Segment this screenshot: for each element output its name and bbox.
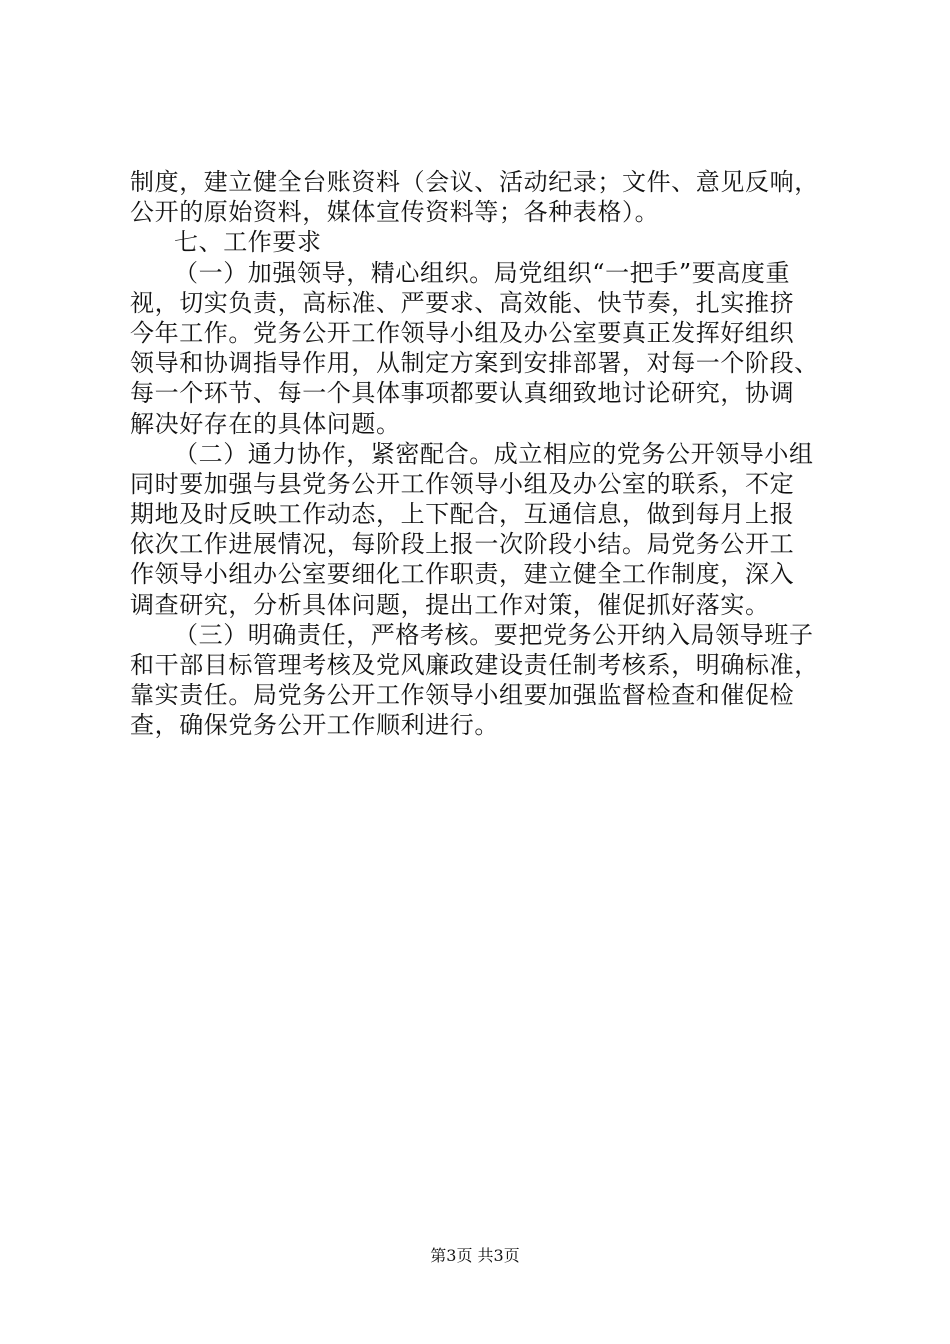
text-line: 视，切实负责，高标准、严要求、高效能、快节奏，扎实推挤 <box>130 288 795 317</box>
section-heading: 七、工作要求 <box>174 228 322 257</box>
text-line: 靠实责任。局党务公开工作领导小组要加强监督检查和催促检 <box>130 681 795 710</box>
text-line: 调查研究，分析具体问题，提出工作对策，催促抓好落实。 <box>130 590 770 619</box>
paragraph-1-first-line: （一）加强领导，精心组织。局党组织“一把手”要高度重 <box>174 258 791 287</box>
text-line: 期地及时反映工作动态，上下配合，互通信息，做到每月上报 <box>130 500 795 529</box>
text-line: 每一个环节、每一个具体事项都要认真细致地讨论研究，协调 <box>130 379 795 408</box>
text-line: 制度，建立健全台账资料（会议、活动纪录；文件、意见反响， <box>130 168 819 196</box>
text-line: 作领导小组办公室要细化工作职责，建立健全工作制度，深入 <box>130 560 795 589</box>
text-line: 今年工作。党务公开工作领导小组及办公室要真正发挥好组织 <box>130 318 795 347</box>
text-line: 领导和协调指导作用，从制定方案到安排部署，对每一个阶段、 <box>130 349 819 378</box>
text-line: 公开的原始资料，媒体宣传资料等；各种表格）。 <box>130 198 660 227</box>
text-line: 和干部目标管理考核及党风廉政建设责任制考核系，明确标准， <box>130 651 819 679</box>
text-line: 解决好存在的具体问题。 <box>130 409 401 438</box>
text-line: 同时要加强与县党务公开工作领导小组及办公室的联系，不定 <box>130 469 795 498</box>
document-body <box>130 167 830 741</box>
paragraph-3-first-line: （三）明确责任，严格考核。要把党务公开纳入局领导班子 <box>174 620 814 649</box>
text-line: 依次工作进展情况，每阶段上报一次阶段小结。局党务公开工 <box>130 530 795 559</box>
page-footer: 第3页 共3页 <box>430 1246 520 1265</box>
text-line: 查，确保党务公开工作顺利进行。 <box>130 711 499 740</box>
paragraph-2-first-line: （二）通力协作，紧密配合。成立相应的党务公开领导小组 <box>174 439 814 468</box>
